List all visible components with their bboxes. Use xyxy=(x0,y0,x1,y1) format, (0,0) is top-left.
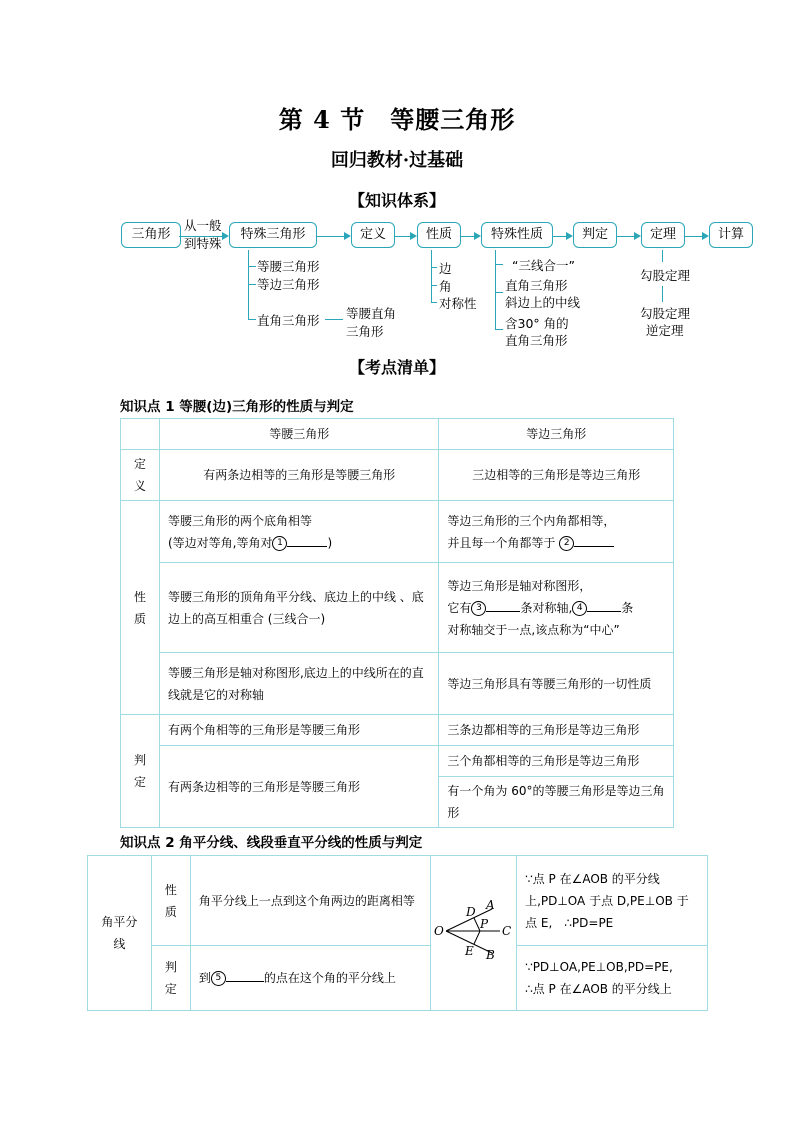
fill-blank[interactable] xyxy=(486,611,520,612)
point-label-o: O xyxy=(433,923,444,938)
cell-prop2-isosceles: 等腰三角形的顶角角平分线、底边上的中线 、底边上的高互相重合 (三线合一) xyxy=(159,563,438,653)
row-header-angle-bisector: 角平分线 xyxy=(88,856,152,1011)
flow-branch-tick xyxy=(325,319,343,320)
text-line: ∴点 P 在∠AOB 的平分线上 xyxy=(525,982,672,996)
flow-arrow xyxy=(553,236,571,237)
text-span: 条对称轴, xyxy=(520,600,573,615)
flow-branch-tick xyxy=(495,329,503,330)
flow-item-hypotenuse-median: 斜边上的中线 xyxy=(505,295,581,310)
point-label-d: D xyxy=(465,904,476,919)
cell-def-isosceles: 有两条边相等的三角形是等腰三角形 xyxy=(159,450,438,501)
flow-branch-tick xyxy=(248,284,256,285)
flow-item-isosceles-right-1: 等腰直角 xyxy=(346,306,397,321)
text-span: (等边对等角,等角对 xyxy=(167,535,273,550)
flow-label-to-special: 到特殊 xyxy=(184,236,222,251)
point-label-b: B xyxy=(485,947,495,962)
blank-number: 4 xyxy=(572,601,587,616)
text-span: 并且每一个角都等于 xyxy=(447,535,556,550)
text-line: ∵PD⊥OA,PE⊥OB,PD=PE, xyxy=(525,960,673,974)
flow-item-30-right-triangle: 直角三角形 xyxy=(505,333,568,348)
page-subtitle: 回归教材·过基础 xyxy=(330,150,464,171)
text-line: 等边三角形是轴对称图形， xyxy=(447,578,592,593)
cell-prop3-isosceles: 等腰三角形是轴对称图形,底边上的中线所在的直线就是它的对称轴 xyxy=(159,653,438,715)
cell-bisector-property: 角平分线上一点到这个角两边的距离相等 xyxy=(190,856,430,946)
flow-box-calculation: 计算 xyxy=(709,222,753,248)
label-judgement: 判定 xyxy=(151,946,190,1011)
text-line: 对称轴交于一点,该点称为“中心” xyxy=(447,622,620,637)
flow-branch-tick xyxy=(431,267,437,268)
cell-bisector-proof-property: ∵点 P 在∠AOB 的平分线上,PD⊥OA 于点 D,PE⊥OB 于点 E, ∴PD=PE xyxy=(517,856,708,946)
flow-branch-tick xyxy=(248,319,256,320)
flow-item-side: 边 xyxy=(439,261,452,276)
flow-item-angle: 角 xyxy=(439,279,452,294)
kp1-table xyxy=(120,418,674,828)
blank-number: 3 xyxy=(471,601,486,616)
page-title: 第 4 节 等腰三角形 xyxy=(278,105,516,134)
flow-item-30-degree: 含30° 角的 xyxy=(505,316,569,331)
col-header-equilateral: 等边三角形 xyxy=(439,419,674,450)
flow-box-definition: 定义 xyxy=(351,222,395,248)
flow-branch-line xyxy=(495,250,496,330)
text-line: 等腰三角形的两个底角相等 xyxy=(167,513,312,528)
point-label-e: E xyxy=(464,943,474,958)
flow-branch-tick xyxy=(431,302,437,303)
flow-arrow xyxy=(179,236,227,237)
flow-item-symmetry: 对称性 xyxy=(439,296,477,311)
flow-branch-line xyxy=(662,286,663,302)
cell-def-equilateral: 三边相等的三角形是等边三角形 xyxy=(439,450,674,501)
cell-judge1-equilateral: 三条边都相等的三角形是等边三角形 xyxy=(439,715,674,746)
text-span: 的点在这个角的平分线上 xyxy=(263,971,396,985)
text-line xyxy=(447,532,665,554)
text-span: 到 xyxy=(198,971,211,985)
cell-bisector-proof-judgement xyxy=(517,946,708,1011)
cell-prop2-equilateral xyxy=(439,563,674,653)
text-line xyxy=(447,597,665,619)
fill-blank[interactable] xyxy=(287,546,327,547)
flow-item-pythagoras: 勾股定理 xyxy=(640,268,691,283)
segment-pe xyxy=(474,931,480,944)
flow-branch-tick xyxy=(495,292,503,293)
text-line: 等边三角形的三个内角都相等， xyxy=(447,513,616,528)
flow-branch-tick xyxy=(248,266,256,267)
flow-box-judgement: 判定 xyxy=(573,222,617,248)
flow-item-isosceles-right-2: 三角形 xyxy=(346,324,384,339)
angle-bisector-figure xyxy=(431,856,517,1011)
flow-arrow xyxy=(317,236,349,237)
point-label-a: A xyxy=(485,897,495,912)
flow-item-pythagoras-converse-2: 逆定理 xyxy=(646,323,684,338)
flow-item-isosceles: 等腰三角形 xyxy=(257,259,320,274)
flow-label-from-general: 从一般 xyxy=(184,218,222,233)
row-header-judgement: 判定 xyxy=(121,715,160,828)
row-header-property: 性质 xyxy=(121,501,160,715)
flow-arrow xyxy=(617,236,639,237)
flow-box-triangle: 三角形 xyxy=(121,222,181,248)
blank-number: 1 xyxy=(272,536,287,551)
table-corner xyxy=(121,419,160,450)
flow-box-special-property: 特殊性质 xyxy=(481,222,553,248)
angle-bisector-diagram xyxy=(432,895,516,965)
flow-box-theorem: 定理 xyxy=(641,222,685,248)
flow-item-equilateral: 等边三角形 xyxy=(257,277,320,292)
flow-arrow xyxy=(395,236,415,237)
flow-arrow xyxy=(685,236,707,237)
flow-item-three-in-one: “三线合一” xyxy=(512,258,575,273)
cell-judge2-equilateral: 三个角都相等的三角形是等边三角形 xyxy=(439,746,674,777)
cell-prop1-isosceles xyxy=(159,501,438,563)
kp2-heading: 知识点 2 角平分线、线段垂直平分线的性质与判定 xyxy=(120,835,423,851)
cell-judge2-isosceles: 有两条边相等的三角形是等腰三角形 xyxy=(159,746,438,828)
flow-box-property: 性质 xyxy=(417,222,461,248)
flow-item-right: 直角三角形 xyxy=(257,313,320,328)
label-property: 性质 xyxy=(151,856,190,946)
text-span: 条 xyxy=(621,600,634,615)
cell-judge3-equilateral: 有一个角为 60°的等腰三角形是等边三角形 xyxy=(439,777,674,828)
section-checklist: 【考点清单】 xyxy=(348,358,445,377)
row-header-definition: 定义 xyxy=(121,450,160,501)
flow-branch-line xyxy=(662,250,663,262)
flow-item-right-triangle: 直角三角形 xyxy=(505,278,568,293)
text-span: 它有 xyxy=(447,600,472,615)
fill-blank[interactable] xyxy=(574,546,614,547)
kp1-heading: 知识点 1 等腰(边)三角形的性质与判定 xyxy=(120,399,354,415)
text-line xyxy=(168,532,430,554)
flow-branch-line xyxy=(431,250,432,302)
flow-box-special-triangle: 特殊三角形 xyxy=(229,222,317,248)
text-span: ) xyxy=(327,535,333,550)
cell-judge1-isosceles: 有两个角相等的三角形是等腰三角形 xyxy=(159,715,438,746)
point-label-c: C xyxy=(501,923,511,938)
fill-blank[interactable] xyxy=(226,981,264,982)
flow-branch-tick xyxy=(431,285,437,286)
blank-number: 2 xyxy=(559,536,574,551)
section-knowledge-system: 【知识体系】 xyxy=(348,191,445,210)
fill-blank[interactable] xyxy=(587,611,621,612)
flow-item-pythagoras-converse-1: 勾股定理 xyxy=(640,306,691,321)
blank-number: 5 xyxy=(211,971,226,986)
col-header-isosceles: 等腰三角形 xyxy=(159,419,438,450)
cell-prop3-equilateral: 等边三角形具有等腰三角形的一切性质 xyxy=(439,653,674,715)
cell-bisector-judgement xyxy=(190,946,430,1011)
flow-branch-tick xyxy=(495,264,503,265)
flow-arrow xyxy=(461,236,479,237)
cell-prop1-equilateral xyxy=(439,501,674,563)
point-label-p: P xyxy=(479,916,488,931)
kp2-table xyxy=(87,855,708,1011)
